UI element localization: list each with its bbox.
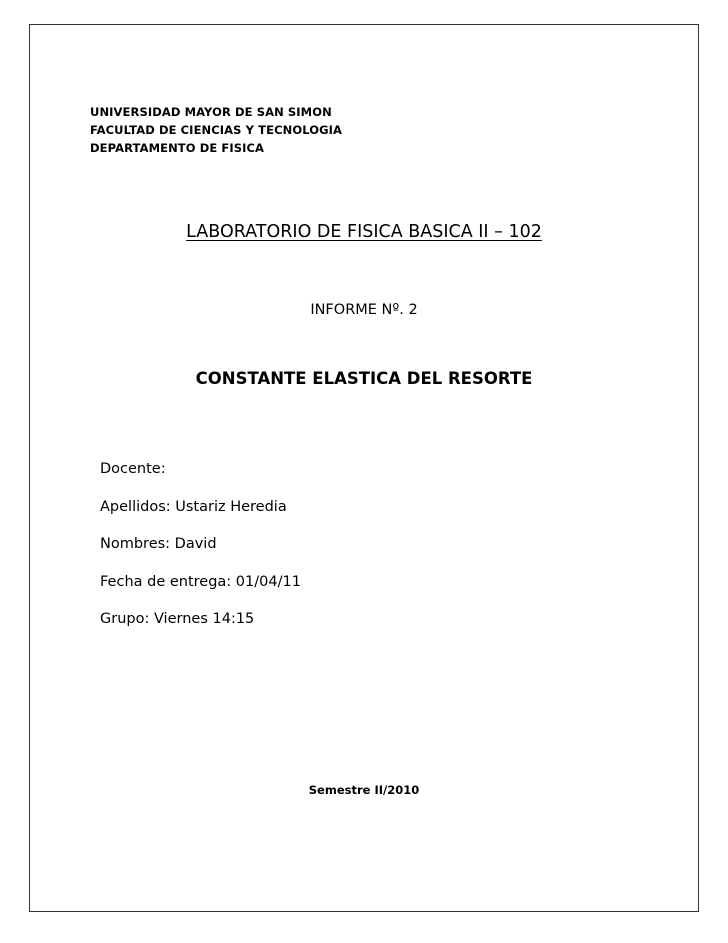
student-info xyxy=(100,460,301,648)
apellidos-line: Apellidos: Ustariz Heredia xyxy=(100,498,287,515)
grupo-line: Grupo: Viernes 14:15 xyxy=(100,611,255,627)
lab-title-text: LABORATORIO DE FISICA BASICA II – 102 xyxy=(186,222,542,242)
nombres-line: Nombres: David xyxy=(100,536,217,552)
department-name: DEPARTAMENTO DE FISICA xyxy=(90,141,265,155)
report-topic: CONSTANTE ELASTICA DEL RESORTE xyxy=(195,369,533,388)
fecha-line: Fecha de entrega: 01/04/11 xyxy=(100,573,301,590)
docente-line: Docente: xyxy=(100,461,166,477)
report-number: INFORME Nº. 2 xyxy=(310,302,418,318)
institution-header xyxy=(90,103,342,157)
semester: Semestre II/2010 xyxy=(308,783,420,797)
faculty-name: FACULTAD DE CIENCIAS Y TECNOLOGIA xyxy=(90,123,343,137)
lab-title xyxy=(0,222,728,242)
university-name: UNIVERSIDAD MAYOR DE SAN SIMON xyxy=(90,105,332,119)
